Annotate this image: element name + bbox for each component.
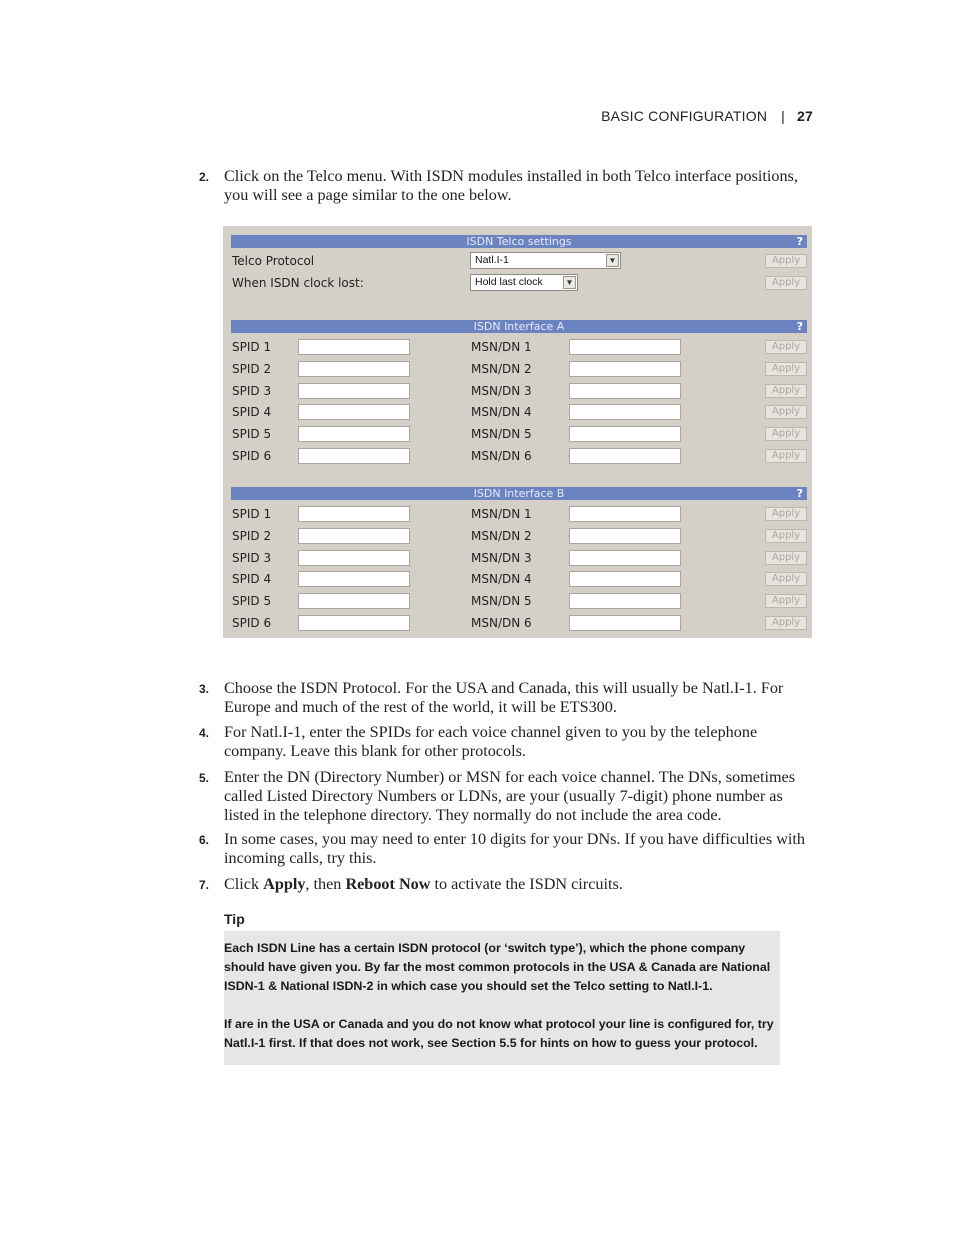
running-header bbox=[601, 108, 813, 124]
spid-input[interactable] bbox=[298, 383, 410, 399]
msn-dn-label: MSN/DN 2 bbox=[471, 528, 532, 543]
help-icon[interactable]: ? bbox=[796, 487, 803, 500]
spid-input[interactable] bbox=[298, 426, 410, 442]
help-icon[interactable]: ? bbox=[796, 320, 803, 333]
apply-button[interactable]: Apply bbox=[765, 340, 807, 354]
step-text: Enter the DN (Directory Number) or MSN for each voice channel. The DNs, sometimes called Listed Directory Numbers or LDNs, are your (usually 7-digit) phone number as listed in the telephone directory. They normally do not include the area code. bbox=[224, 768, 796, 824]
step-number: 5. bbox=[199, 771, 210, 785]
step-4 bbox=[199, 723, 815, 761]
step-number: 3. bbox=[199, 682, 210, 696]
apply-button[interactable]: Apply bbox=[765, 254, 807, 268]
step-text: Choose the ISDN Protocol. For the USA and Canada, this will usually be Natl.I-1. For Europe and much of the rest of the world, it will be ETS300. bbox=[224, 679, 784, 716]
selected-value: Hold last clock bbox=[475, 276, 543, 288]
msn-dn-input[interactable] bbox=[569, 615, 681, 631]
header-separator: | bbox=[781, 108, 786, 124]
msn-dn-input[interactable] bbox=[569, 404, 681, 420]
msn-dn-input[interactable] bbox=[569, 593, 681, 609]
chevron-down-icon[interactable]: ▼ bbox=[563, 276, 576, 289]
spid-label: SPID 4 bbox=[232, 405, 272, 420]
tip-box bbox=[224, 931, 780, 1065]
msn-dn-label: MSN/DN 1 bbox=[471, 507, 532, 521]
step-7 bbox=[199, 875, 815, 894]
ifaceB-header bbox=[231, 487, 807, 500]
chevron-down-icon[interactable]: ▼ bbox=[606, 254, 619, 267]
spid-label: SPID 3 bbox=[232, 383, 272, 398]
telco-settings-header bbox=[231, 235, 807, 248]
apply-button[interactable]: Apply bbox=[765, 551, 807, 565]
step-text: Click on the Telco menu. With ISDN modules installed in both Telco interface positions, you will see a page similar to the one below. bbox=[224, 167, 798, 204]
tip-paragraph: Each ISDN Line has a certain ISDN protocol (or ‘switch type’), which the phone company should have given you. By far the most common protocols in the USA & Canada are National ISDN-1 & National ISDN-2 in which case you should set the Telco setting to Natl.I-1. bbox=[224, 941, 771, 993]
ifaceA-header bbox=[231, 320, 807, 333]
telco-protocol-select[interactable] bbox=[470, 252, 621, 269]
text-run: Click bbox=[224, 875, 264, 893]
step-number: 2. bbox=[199, 170, 210, 184]
apply-button[interactable]: Apply bbox=[765, 449, 807, 463]
spid-label: SPID 4 bbox=[232, 572, 272, 587]
step-number: 4. bbox=[199, 726, 210, 740]
msn-dn-label: MSN/DN 4 bbox=[471, 572, 532, 587]
tip-title: Tip bbox=[224, 911, 245, 927]
spid-input[interactable] bbox=[298, 448, 410, 464]
spid-input[interactable] bbox=[298, 550, 410, 566]
step-number: 6. bbox=[199, 833, 210, 847]
text-run: , then bbox=[305, 875, 346, 893]
msn-dn-label: MSN/DN 3 bbox=[471, 550, 532, 565]
spid-input[interactable] bbox=[298, 615, 410, 631]
msn-dn-label: MSN/DN 2 bbox=[471, 361, 532, 376]
section-header-title: ISDN Telco settings bbox=[466, 235, 572, 248]
msn-dn-input[interactable] bbox=[569, 506, 681, 522]
spid-label: SPID 1 bbox=[232, 340, 272, 354]
msn-dn-label: MSN/DN 1 bbox=[471, 340, 532, 354]
step-2 bbox=[199, 167, 815, 205]
spid-label: SPID 6 bbox=[232, 449, 272, 463]
selected-value: Natl.I-1 bbox=[475, 254, 509, 266]
spid-input[interactable] bbox=[298, 506, 410, 522]
apply-button[interactable]: Apply bbox=[765, 384, 807, 398]
apply-button[interactable]: Apply bbox=[765, 572, 807, 586]
spid-input[interactable] bbox=[298, 528, 410, 544]
apply-button[interactable]: Apply bbox=[765, 427, 807, 441]
spid-label: SPID 1 bbox=[232, 507, 272, 521]
msn-dn-input[interactable] bbox=[569, 550, 681, 566]
spid-input[interactable] bbox=[298, 339, 410, 355]
msn-dn-input[interactable] bbox=[569, 339, 681, 355]
spid-input[interactable] bbox=[298, 571, 410, 587]
spid-input[interactable] bbox=[298, 593, 410, 609]
apply-term: Apply bbox=[263, 875, 306, 893]
apply-button[interactable]: Apply bbox=[765, 276, 807, 290]
apply-button[interactable]: Apply bbox=[765, 362, 807, 376]
msn-dn-label: MSN/DN 5 bbox=[471, 427, 532, 442]
step-text bbox=[224, 875, 815, 894]
section-header-title: ISDN Interface B bbox=[473, 487, 565, 500]
msn-dn-label: MSN/DN 6 bbox=[471, 449, 532, 463]
step-5 bbox=[199, 768, 815, 825]
spid-label: SPID 5 bbox=[232, 594, 272, 609]
msn-dn-input[interactable] bbox=[569, 383, 681, 399]
page-number: 27 bbox=[797, 108, 813, 124]
spid-label: SPID 6 bbox=[232, 616, 272, 630]
step-text: For Natl.I-1, enter the SPIDs for each voice channel given to you by the telephone company. Leave this blank for other protocols. bbox=[224, 723, 758, 760]
section-header-title: ISDN Interface A bbox=[473, 320, 565, 333]
apply-button[interactable]: Apply bbox=[765, 405, 807, 419]
apply-button[interactable]: Apply bbox=[765, 507, 807, 521]
spid-label: SPID 5 bbox=[232, 427, 272, 442]
msn-dn-label: MSN/DN 6 bbox=[471, 616, 532, 630]
step-6 bbox=[199, 830, 815, 868]
clock-lost-label: When ISDN clock lost: bbox=[232, 276, 364, 290]
tip-paragraph: If are in the USA or Canada and you do not know what protocol your line is configured for, try Natl.I-1 first. If that does not work, see Section 5.5 for hints on how to guess your protocol. bbox=[224, 1017, 774, 1050]
apply-button[interactable]: Apply bbox=[765, 594, 807, 608]
section-title: BASIC CONFIGURATION bbox=[601, 108, 768, 124]
step-number: 7. bbox=[199, 878, 210, 892]
text-run: to activate the ISDN circuits. bbox=[430, 875, 623, 893]
reboot-now-term: Reboot Now bbox=[345, 875, 431, 893]
clock-lost-select[interactable] bbox=[470, 274, 578, 291]
spid-input[interactable] bbox=[298, 404, 410, 420]
msn-dn-input[interactable] bbox=[569, 571, 681, 587]
step-text: In some cases, you may need to enter 10 digits for your DNs. If you have difficulties with incoming calls, try this. bbox=[224, 830, 805, 867]
apply-button[interactable]: Apply bbox=[765, 529, 807, 543]
spid-label: SPID 2 bbox=[232, 528, 272, 543]
msn-dn-input[interactable] bbox=[569, 361, 681, 377]
msn-dn-label: MSN/DN 5 bbox=[471, 594, 532, 609]
msn-dn-label: MSN/DN 4 bbox=[471, 405, 532, 420]
spid-label: SPID 2 bbox=[232, 361, 272, 376]
spid-input[interactable] bbox=[298, 361, 410, 377]
msn-dn-input[interactable] bbox=[569, 528, 681, 544]
step-3 bbox=[199, 679, 815, 717]
telco-protocol-label: Telco Protocol bbox=[232, 254, 315, 268]
isdn-telco-screenshot bbox=[223, 226, 812, 638]
msn-dn-label: MSN/DN 3 bbox=[471, 383, 532, 398]
msn-dn-input[interactable] bbox=[569, 426, 681, 442]
help-icon[interactable]: ? bbox=[796, 235, 803, 248]
apply-button[interactable]: Apply bbox=[765, 616, 807, 630]
msn-dn-input[interactable] bbox=[569, 448, 681, 464]
spid-label: SPID 3 bbox=[232, 550, 272, 565]
